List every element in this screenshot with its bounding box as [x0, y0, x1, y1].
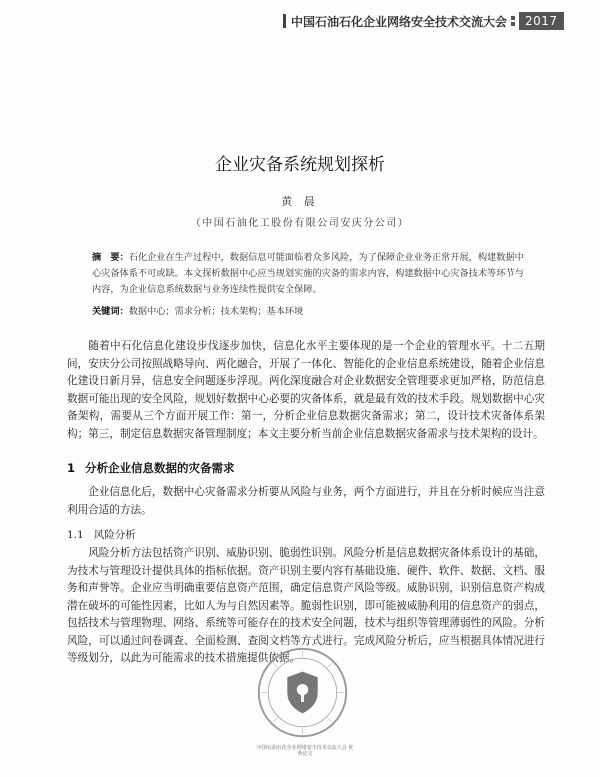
- section-number: 1: [67, 461, 76, 475]
- subsection-paragraph: 风险分析方法包括资产识别、威胁识别、脆弱性识别。风险分析是信息数据灾备体系设计的基础，为技术与管理设计提供具体的指标依据。资产识别主要内容有基础设施、硬件、软件、数据、文档、服务和声誉等。企业应当明确重要信息资产范围，确定信息资产风险等级。威胁识别，识别信息资产构成潜在破坏的可能性因素，比如人为与自然因素等。脆弱性识别，即可能被威胁利用的信息资产的弱点，包括技术与管理物理、网络、系统等可能存在的技术安全问题，技术与组织等管理薄弱性的风险。分析风险，可以通过问卷调查、全面检测、查阅文档等方式进行。完成风险分析后，应当根据具体情况进行等级划分，以此为可能需求的技术措施提供依据。: [67, 547, 545, 664]
- abstract: [92, 250, 524, 298]
- article-title: 企业灾备系统规划探析: [215, 155, 385, 175]
- subsection-heading: [67, 527, 136, 542]
- keywords-text: 数据中心；需求分析；技术架构；基本环境: [128, 306, 304, 317]
- subsection-title: 风险分析: [93, 529, 136, 541]
- intro-paragraph: 随着中石化信息化建设步伐逐步加快，信息化水平主要体现的是一个企业的管理水平。十二五期间，安庆分公司按照战略导向、两化融合，开展了一体化、智能化的企业信息系统建设，随着企业信息化建设日新月异，信息安全问题逐步浮现。两化深度融合对企业数据安全管理要求更加严格，防范信息数据可能出现的安全风险，规划好数据中心必要的灾备体系，就是最有效的技术手段。规划数据中心灾备架构，需要从三个方面开展工作：第一，分析企业信息数据灾备需求；第二，设计技术灾备体系架构；第三，制定信息数据灾备管理制度；本文主要分析当前企业信息数据灾备需求与技术架构的设计。: [67, 340, 545, 440]
- conference-seal-icon: [255, 645, 350, 740]
- header-title: 中国石油石化企业网络安全技术交流大会: [291, 14, 508, 29]
- abstract-text: 石化企业在生产过程中，数据信息可能面临着众多风险，为了保障企业业务正常开展，构建数据中心灾备体系不可或缺。本文探析数据中心应当规划实施的灾备的需求内容，构建数据中心灾备技术等环节与内容，为企业信息系统数据与业务连续性提供安全保障。: [92, 252, 524, 295]
- section-title: 分析企业信息数据的灾备需求: [85, 461, 235, 475]
- keywords-label: 关键词：: [92, 306, 129, 317]
- subsection-number: 1.1: [67, 529, 84, 541]
- header-decoration: [511, 16, 515, 26]
- article-affiliation: （中国石油化工股份有限公司安庆分公司）: [190, 218, 410, 229]
- section-heading: [67, 460, 235, 476]
- header-bar-mark: [283, 14, 286, 28]
- article-author: 黄 晨: [281, 195, 319, 208]
- keywords: [92, 303, 524, 317]
- abstract-label: 摘 要：: [92, 252, 129, 263]
- running-header: [283, 10, 583, 32]
- section-paragraph: 企业信息化后，数据中心灾备需求分析要从风险与业务，两个方面进行，并且在分析时候应当注意利用合适的方法。: [67, 486, 545, 516]
- header-year: 2017: [519, 12, 564, 30]
- seal-caption: 中国石油石化企业网络安全技术交流大会 优秀论文: [256, 745, 354, 757]
